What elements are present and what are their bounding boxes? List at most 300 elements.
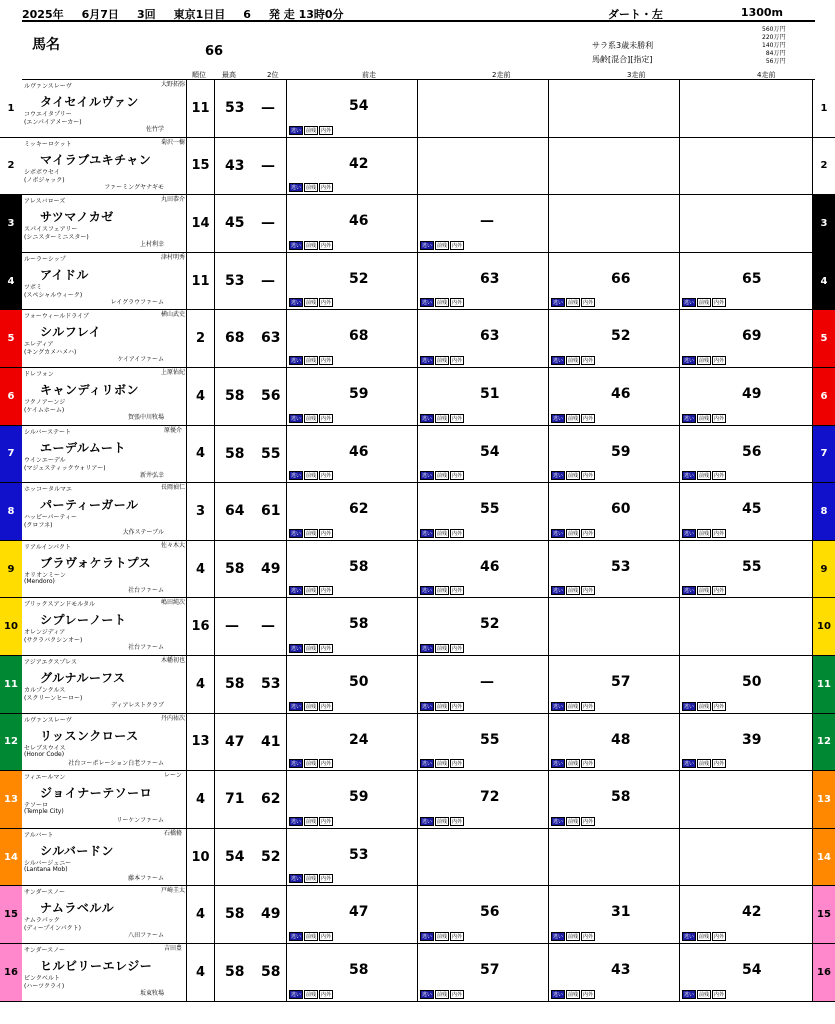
best-score: 58 — [225, 560, 245, 577]
race-tag: 内外 — [714, 530, 725, 537]
past-race — [418, 426, 549, 483]
rank: 4 — [187, 944, 215, 1001]
race-tag: 前残 — [699, 761, 710, 768]
race-score: 58 — [349, 558, 369, 575]
horse-col-title: 馬名 — [32, 37, 60, 53]
horse-number: 2 — [0, 138, 22, 195]
race-tag: 前残 — [568, 415, 579, 422]
past-race — [287, 541, 418, 598]
race-score: 58 — [349, 962, 369, 978]
jockey: 原優介 — [163, 426, 182, 434]
second-score: 61 — [261, 503, 281, 520]
race-tag: 前残 — [306, 415, 317, 422]
race-score: 68 — [349, 328, 369, 345]
race-tags — [682, 990, 726, 999]
past-race — [287, 138, 418, 195]
horse-name: タイセイルヴァン — [40, 95, 139, 109]
race-tag: 前残 — [568, 473, 579, 480]
horse-number-right: 5 — [813, 310, 835, 367]
col-best: 最高 — [222, 71, 236, 79]
past-race — [287, 368, 418, 425]
past-race — [287, 483, 418, 540]
race-tag: 内外 — [452, 818, 463, 825]
best-score: 68 — [225, 330, 245, 347]
race-tags — [682, 414, 726, 423]
race-tag: 逃い — [553, 933, 564, 940]
dam: ウインエーデル — [24, 456, 66, 464]
jockey: 戸崎圭太 — [160, 887, 185, 895]
race-tags — [289, 586, 333, 595]
col-second: 2位 — [267, 71, 279, 79]
race-tags — [289, 817, 333, 826]
horse-info — [22, 714, 187, 771]
race-tag: 内外 — [583, 357, 594, 364]
dam: スパイスフェアリー — [24, 226, 78, 234]
race-tag: 前残 — [699, 991, 710, 998]
race-tag: 逃い — [684, 357, 695, 364]
past-race — [287, 80, 418, 137]
best-scores — [215, 771, 287, 828]
race-score: 58 — [349, 616, 369, 633]
past-race — [680, 310, 813, 367]
owner: 社台コーポレーション白老ファーム — [68, 759, 164, 767]
race-tags — [682, 759, 726, 768]
horse-row — [0, 714, 835, 772]
past-race — [418, 80, 549, 137]
best-scores — [215, 541, 287, 598]
race-tag: 前残 — [306, 876, 317, 883]
sire: アジアエクスプレス — [24, 659, 77, 666]
owner: 藤本ファーム — [128, 874, 164, 882]
second-score: 49 — [261, 560, 281, 577]
dam: シルバージュニー — [24, 859, 72, 867]
race-tags — [420, 414, 464, 423]
best-scores — [215, 253, 287, 310]
race-tag: 前残 — [568, 818, 579, 825]
past-race — [549, 656, 680, 713]
race-tag: 逃い — [291, 473, 302, 480]
dam-sire: (スペシャルウィーク) — [24, 291, 83, 299]
best-scores — [215, 598, 287, 655]
past-race — [680, 195, 813, 252]
horse-number-right: 16 — [813, 944, 835, 1001]
rank: 4 — [187, 368, 215, 425]
race-score: 46 — [349, 443, 369, 460]
race-tag: 前残 — [699, 300, 710, 307]
race-score: 54 — [742, 962, 762, 978]
horse-name: マイラブユキチャン — [40, 152, 152, 167]
jockey: 横山武史 — [160, 311, 185, 319]
horse-number: 4 — [0, 253, 22, 310]
past-race — [418, 483, 549, 540]
best-scores — [215, 368, 287, 425]
race-tag: 内外 — [583, 473, 594, 480]
race-tag: 逃い — [684, 991, 695, 998]
race-tags — [289, 874, 333, 883]
race-tag: 内外 — [452, 357, 463, 364]
horse-row — [0, 138, 835, 196]
race-tags — [420, 471, 464, 480]
best-score: 58 — [225, 676, 245, 692]
race-tag: 逃い — [422, 703, 433, 710]
past-race — [680, 368, 813, 425]
race-tag: 内外 — [714, 991, 725, 998]
race-tag: 内外 — [714, 588, 725, 595]
past-race — [680, 138, 813, 195]
horse-number: 15 — [0, 886, 22, 943]
race-tag: 逃い — [291, 300, 302, 307]
race-tag: 前残 — [437, 645, 448, 652]
horse-number-right: 9 — [813, 541, 835, 598]
owner: 坂東牧場 — [139, 990, 164, 997]
race-tag: 前残 — [306, 473, 317, 480]
race-tags — [420, 702, 464, 711]
horse-number: 13 — [0, 771, 22, 828]
jockey: 大野拓弥 — [160, 81, 185, 88]
round: 3回 — [136, 8, 156, 21]
jockey: 嶋田純次 — [160, 599, 185, 607]
race-tags — [420, 241, 464, 250]
past-race — [680, 714, 813, 771]
race-score: 49 — [742, 386, 762, 402]
race-tag: 内外 — [583, 415, 594, 422]
race-tag: 内外 — [714, 357, 725, 364]
race-tag: 内外 — [321, 588, 332, 595]
past-race — [418, 195, 549, 252]
rank: 4 — [187, 426, 215, 483]
jockey: 吉田豊 — [163, 945, 182, 952]
horse-number-right: 10 — [813, 598, 835, 655]
horse-row — [0, 886, 835, 944]
race-score: 65 — [742, 270, 762, 287]
race-score: 46 — [611, 386, 631, 402]
race-tag: 前残 — [699, 473, 710, 480]
past-race — [549, 138, 680, 195]
race-tag: 前残 — [699, 588, 710, 595]
race-score: 51 — [480, 386, 500, 402]
second-score: — — [261, 100, 275, 116]
race-tag: 逃い — [422, 818, 433, 825]
race-tags — [420, 817, 464, 826]
race-tag: 内外 — [321, 703, 332, 710]
horse-number: 12 — [0, 714, 22, 771]
owner: 社台ファーム — [128, 644, 164, 652]
distance: 1300m — [740, 6, 783, 19]
horse-number-right: 1 — [813, 80, 835, 137]
second-score: 52 — [261, 848, 281, 865]
race-tags — [420, 356, 464, 365]
dam: フクノアーンジ — [24, 399, 66, 406]
horse-number: 3 — [0, 195, 22, 252]
race-score: 52 — [480, 616, 500, 633]
race-tags — [682, 702, 726, 711]
rank: 11 — [187, 253, 215, 310]
race-tags — [551, 414, 595, 423]
race-tag: 前残 — [306, 761, 317, 768]
past-race — [287, 771, 418, 828]
race-tag: 内外 — [452, 415, 463, 422]
sire: ルヴァンスレーヴ — [24, 83, 72, 90]
horse-number-right: 3 — [813, 195, 835, 252]
second-score: — — [261, 215, 275, 232]
horse-info — [22, 829, 187, 886]
race-tag: 前残 — [306, 127, 317, 134]
race-score: 57 — [480, 962, 500, 978]
race-tag: 逃い — [684, 703, 695, 710]
race-score: 59 — [349, 789, 369, 806]
race-tags — [420, 586, 464, 595]
past-race — [287, 310, 418, 367]
past-race — [680, 253, 813, 310]
jockey: 佐々木大 — [160, 541, 185, 549]
horse-info — [22, 138, 187, 195]
jockey: 津村明秀 — [160, 253, 185, 261]
horse-row — [0, 426, 835, 484]
horse-number-right: 2 — [813, 138, 835, 195]
owner: リーケンファーム — [116, 817, 164, 825]
race-tag: 内外 — [452, 933, 463, 940]
race-score: 45 — [742, 501, 762, 518]
race-tag: 前残 — [437, 242, 448, 249]
owner: ケイアイファーム — [117, 356, 164, 364]
race-tag: 内外 — [321, 357, 332, 364]
race-tag: 逃い — [291, 588, 302, 595]
dam-sire: (ディープインパクト) — [24, 925, 81, 933]
past-race — [680, 771, 813, 828]
race-tag: 内外 — [321, 933, 332, 940]
race-tag: 内外 — [321, 127, 332, 134]
past-race — [418, 598, 549, 655]
year: 2025年 — [22, 8, 64, 21]
rank: 2 — [187, 310, 215, 367]
race-tags — [682, 586, 726, 595]
race-tag: 内外 — [714, 761, 725, 768]
second-score: 63 — [261, 330, 281, 347]
race-tag: 前残 — [699, 933, 710, 940]
horse-name: ジョイナーテソーロ — [40, 786, 153, 801]
horse-number-right: 13 — [813, 771, 835, 828]
jockey: 上原佑紀 — [160, 369, 185, 376]
past-race — [418, 368, 549, 425]
race-tags — [682, 529, 726, 538]
race-tag: 逃い — [291, 645, 302, 652]
horse-number-right: 15 — [813, 886, 835, 943]
dam: ハッピーパーティー — [24, 514, 77, 522]
best-scores — [215, 310, 287, 367]
horse-info — [22, 483, 187, 540]
race-score: 69 — [742, 328, 762, 345]
sire: ブリックスアンドモルタル — [24, 601, 95, 609]
race-tag: 前残 — [699, 530, 710, 537]
jockey: 石橋脩 — [163, 829, 182, 837]
past-race — [549, 483, 680, 540]
horse-number-right: 8 — [813, 483, 835, 540]
race-tag: 逃い — [291, 991, 302, 998]
best-score: 58 — [225, 445, 245, 462]
owner: 八田ファーム — [128, 932, 164, 940]
dam: オレンジディア — [24, 629, 66, 637]
past-race — [287, 598, 418, 655]
past-race — [418, 944, 549, 1001]
race-header — [22, 8, 815, 22]
race-tag: 逃い — [291, 530, 302, 537]
race-tag: 内外 — [452, 761, 463, 768]
horse-row — [0, 541, 835, 599]
race-tag: 内外 — [583, 761, 594, 768]
second-score: 41 — [261, 733, 281, 750]
jockey: 木幡初也 — [160, 657, 185, 664]
race-tag: 逃い — [553, 300, 564, 307]
race-score: 46 — [349, 213, 369, 230]
race-tag: 内外 — [321, 761, 332, 768]
rank: 4 — [187, 886, 215, 943]
track: ダート・左 — [607, 8, 663, 21]
horse-row — [0, 80, 835, 138]
race-tag: 内外 — [714, 415, 725, 422]
past-race — [418, 138, 549, 195]
horse-number: 9 — [0, 541, 22, 598]
past-race — [287, 886, 418, 943]
race-tag: 逃い — [684, 415, 695, 422]
race-tag: 内外 — [583, 530, 594, 537]
race-score: 42 — [742, 904, 762, 921]
horse-info — [22, 80, 187, 137]
horse-row — [0, 771, 835, 829]
race-tag: 前残 — [437, 703, 448, 710]
race-tags — [420, 529, 464, 538]
best-score: 58 — [225, 388, 245, 404]
horse-row — [0, 656, 835, 714]
best-score: 54 — [225, 848, 245, 865]
race-tags — [289, 183, 333, 192]
best-scores — [215, 426, 287, 483]
past-race — [549, 714, 680, 771]
past-race — [680, 598, 813, 655]
race-tag: 内外 — [714, 300, 725, 307]
dam-sire: (Mendoro) — [24, 577, 55, 585]
sire: シルバーステート — [24, 428, 72, 436]
horse-name: グルナルーフス — [40, 671, 126, 685]
race-tag: 前残 — [437, 761, 448, 768]
second-score: 56 — [261, 388, 281, 404]
horse-row — [0, 195, 835, 253]
race-tags — [420, 298, 464, 307]
race-tag: 前残 — [306, 645, 317, 652]
race-tag: 前残 — [306, 588, 317, 595]
race-tag: 内外 — [583, 300, 594, 307]
horse-name: アイドル — [40, 267, 89, 282]
past-race — [549, 310, 680, 367]
race-info — [22, 24, 815, 80]
horse-row — [0, 253, 835, 311]
dam-sire: (Lantana Mob) — [24, 865, 68, 873]
race-tag: 前残 — [306, 933, 317, 940]
race-tags — [682, 932, 726, 941]
race-tag: 前残 — [437, 933, 448, 940]
race-tag: 内外 — [583, 933, 594, 940]
race-tag: 逃い — [291, 242, 302, 249]
race-tag: 内外 — [452, 300, 463, 307]
race-tag: 内外 — [321, 415, 332, 422]
race-tags — [289, 702, 333, 711]
race-score: 54 — [480, 443, 500, 460]
race-tag: 逃い — [684, 761, 695, 768]
horse-name: キャンディリボン — [40, 383, 140, 397]
race-tag: 逃い — [553, 588, 564, 595]
past-race — [418, 253, 549, 310]
race-score: 42 — [349, 155, 369, 172]
race-tag: 内外 — [321, 645, 332, 652]
race-tag: 内外 — [321, 473, 332, 480]
col-r4: 4走前 — [757, 71, 776, 79]
race-tag: 内外 — [583, 703, 594, 710]
rank: 10 — [187, 829, 215, 886]
race-tags — [289, 126, 333, 135]
race-tags — [551, 817, 595, 826]
horse-name: ブラヴォケラトプス — [40, 555, 152, 570]
horse-info — [22, 368, 187, 425]
race-score: 50 — [349, 674, 369, 690]
dam: ナムラパック — [24, 917, 60, 925]
race-tag: 逃い — [553, 991, 564, 998]
owner: レイグラウファーム — [110, 298, 164, 306]
second-score: 49 — [261, 906, 281, 923]
race-tags — [289, 932, 333, 941]
sire: ルーラーシップ — [24, 255, 66, 263]
race-tags — [551, 471, 595, 480]
past-race — [418, 829, 549, 886]
race-score: 48 — [611, 731, 631, 748]
race-score: 43 — [611, 962, 631, 978]
sire: ドレフォン — [24, 371, 54, 378]
past-race — [549, 944, 680, 1001]
race-score: 55 — [742, 558, 762, 575]
race-score: 63 — [480, 328, 500, 345]
race-tags — [551, 298, 595, 307]
past-race — [418, 310, 549, 367]
race-tag: 前残 — [699, 415, 710, 422]
race-tag: 前残 — [437, 357, 448, 364]
horse-info — [22, 195, 187, 252]
race-tag: 前残 — [306, 991, 317, 998]
dam: シボボウセイ — [24, 168, 60, 176]
rank: 4 — [187, 541, 215, 598]
horse-number: 10 — [0, 598, 22, 655]
dam-sire: (エンパイアメーカー) — [24, 119, 82, 126]
best-score: 53 — [225, 272, 245, 289]
race-tag: 逃い — [291, 818, 302, 825]
race-tags — [289, 471, 333, 480]
jockey: 丹内祐次 — [160, 714, 185, 722]
race-tag: 前残 — [437, 415, 448, 422]
dam: テソーロ — [24, 802, 48, 810]
race-tag: 内外 — [452, 645, 463, 652]
race-tags — [682, 471, 726, 480]
race-tag: 前残 — [306, 300, 317, 307]
horse-info — [22, 426, 187, 483]
owner: 大作ステーブル — [122, 529, 164, 537]
base-score: 66 — [205, 44, 224, 59]
best-score: 58 — [225, 906, 245, 923]
jockey: レーン — [164, 772, 182, 780]
best-scores — [215, 944, 287, 1001]
race-tag: 逃い — [422, 242, 433, 249]
best-score: 71 — [225, 791, 245, 808]
best-score: 45 — [225, 215, 245, 232]
race-score: 56 — [480, 904, 500, 921]
race-score: 66 — [611, 270, 631, 287]
rank: 14 — [187, 195, 215, 252]
